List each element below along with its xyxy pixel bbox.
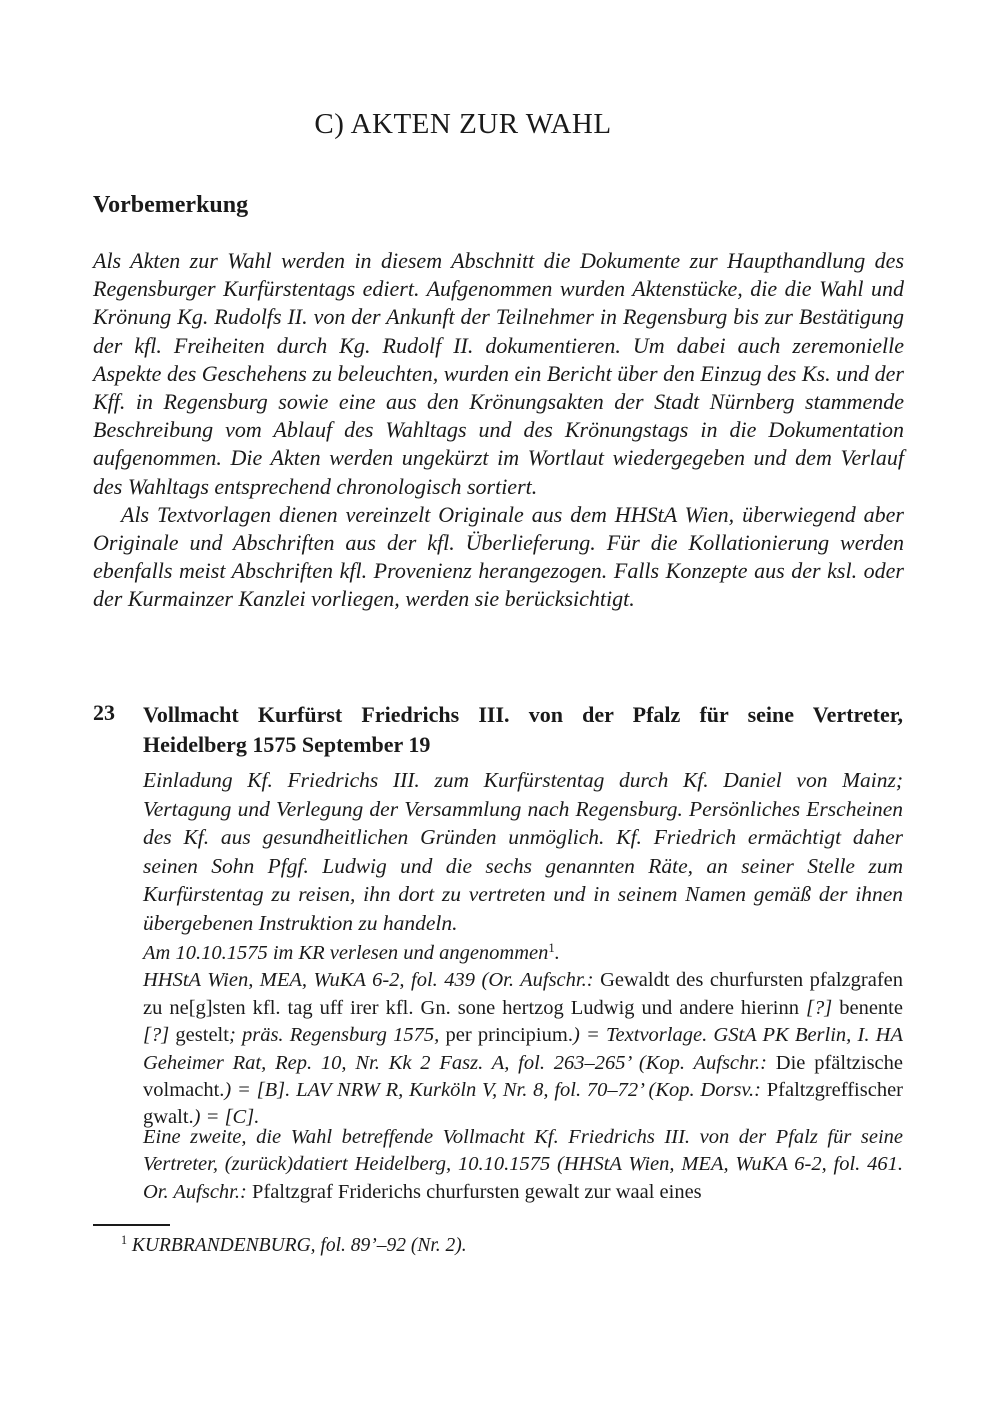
source-note: [143, 967, 903, 1131]
entry-heading: [143, 700, 903, 760]
text-segment: [?]: [143, 1024, 176, 1047]
intro-text-block: [93, 247, 904, 614]
intro-paragraph-1: Als Akten zur Wahl werden in diesem Abschnitt die Dokumente zur Haupthandlung des Regensburger Kurfürstentags ediert. Aufgenommen wurden Aktenstücke, die die Wahl und Krönung Kg. Rudolfs II. von der Ankunft der Teilnehmer in Regensburg bis zur Bestätigung der kfl. Freiheiten durch Kg. Rudolf II. dokumentieren. Um dabei auch zeremonielle Aspekte des Geschehens zu beleuchten, wurden ein Bericht über den Einzug des Ks. und der Kff. in Regensburg sowie eine aus den Krönungsakten der Stadt Nürnberg stammende Beschreibung vom Ablauf des Wahltags und des Krönungstags in die Dokumentation aufgenommen. Die Akten werden ungekürzt im Wortlaut wiedergegeben und dem Verlauf des Wahltags entsprechend chronologisch sortiert.: [93, 248, 904, 499]
entry-heading-block: [93, 700, 903, 760]
text-segment: 1: [548, 941, 555, 956]
text-segment: HHStA Wien, MEA, WuKA 6-2, fol. 439 (Or. Aufschr.:: [143, 969, 601, 992]
text-segment: ; präs. Regensburg 1575,: [228, 1024, 446, 1047]
footnote: [93, 1234, 903, 1258]
presentation-note: [143, 940, 903, 967]
text-segment: Eine zweite, die Wahl betreffende Vollmacht Kf. Friedrichs III. von der Pfalz für seine Vertreter, (zurück)datiert Heidelberg, 10.10.1575 (HHStA Wien, MEA, WuKA 6-2, fol. 461. Or. Aufschr.:: [143, 1126, 903, 1203]
text-segment: Pfaltzgraf Friderichs churfursten gewalt zur waal eines: [251, 1180, 702, 1203]
provenance-block: [143, 940, 903, 1132]
text-segment: Pfaltzgreffischer gwalt.: [143, 1079, 903, 1129]
text-segment: ) = [B]. LAV NRW R, Kurköln V, Nr. 8, fol. 70–72’ (Kop. Dorsv.:: [224, 1079, 767, 1102]
entry-heading-line1: Vollmacht Kurfürst Friedrichs III. von der Pfalz für seine Vertreter,: [143, 702, 903, 727]
text-segment: Gewaldt des churfursten pfalzgrafen zu ne[g]sten kfl. tag uff irer kfl. Gn. sone hertzog Ludwig und andere hierinn: [143, 969, 903, 1019]
text-segment: ) = Textvorlage. GStA PK Berlin, I. HA Geheimer Rat, Rep. 10, Nr. Kk 2 Fasz. A, fol. 263–265’ (Kop. Aufschr.:: [143, 1024, 903, 1074]
entry-heading-line2: Heidelberg 1575 September 19: [143, 732, 431, 757]
text-segment: KURBRANDENBURG, fol. 89’–92 (Nr. 2).: [127, 1235, 467, 1256]
section-heading-vorbemerkung: Vorbemerkung: [93, 192, 249, 218]
text-segment: .: [554, 942, 560, 964]
text-segment: gestelt: [175, 1024, 229, 1047]
intro-paragraph-2: Als Textvorlagen dienen vereinzelt Originale aus dem HHStA Wien, überwiegend aber Originale und Abschriften aus der kfl. Überlieferung. Für die Kollationierung werden ebenfalls meist Abschriften kfl. Provenienz herangezogen. Falls Konzepte aus der ksl. oder der Kurmainzer Kanzlei vorliegen, werden sie berücksichtigt.: [93, 501, 904, 612]
text-segment: [?]: [806, 996, 840, 1019]
text-segment: Am 10.10.1575 im KR verlesen und angenommen: [143, 942, 549, 964]
text-segment: per principium.: [445, 1024, 573, 1047]
entry-number: 23: [93, 700, 115, 725]
text-segment: 1: [121, 1233, 128, 1248]
entry-summary: Einladung Kf. Friedrichs III. zum Kurfürstentag durch Kf. Daniel von Mainz; Vertagung und Verlegung der Versammlung nach Regensburg. Persönliches Erscheinen des Kf. aus gesundheitlichen Gründen unmöglich. Kf. Friedrich ermächtigt daher seinen Sohn Pfgf. Ludwig und die sechs genannten Räte, an seiner Stelle zum Kurfürstentag zu reisen, ihn dort zu vertreten und in seinem Namen gemäß der ihnen übergebenen Instruktion zu handeln.: [143, 768, 903, 935]
text-segment: Die pfältzische volmacht.: [143, 1051, 903, 1102]
footnote-rule: [93, 1224, 170, 1226]
page-title: C) AKTEN ZUR WAHL: [314, 108, 612, 140]
text-segment: ) = [C].: [193, 1106, 260, 1129]
footnote-area: [93, 1220, 903, 1258]
addendum-note: [143, 1124, 903, 1206]
text-segment: benente: [839, 996, 903, 1019]
